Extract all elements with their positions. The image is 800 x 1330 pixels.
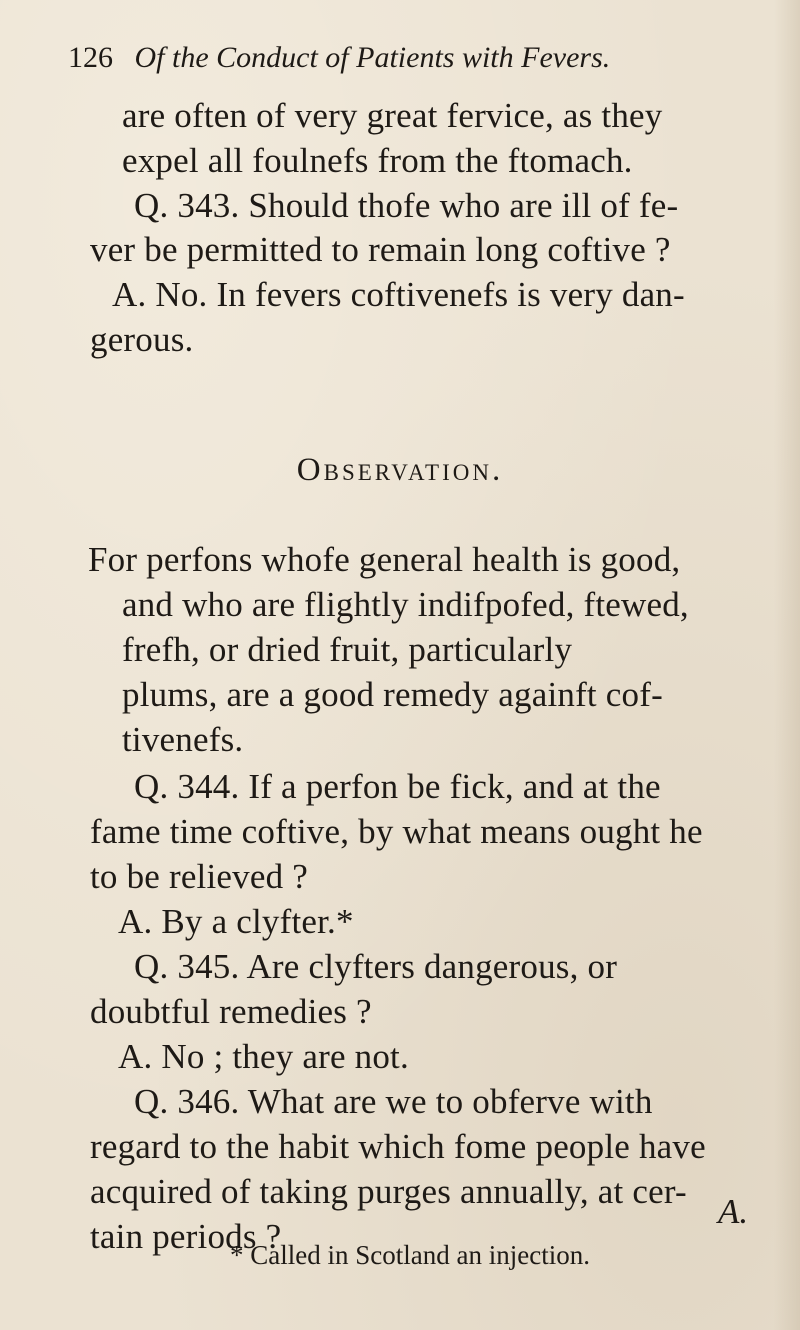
answer-line: A. No ; they are not. xyxy=(118,1037,409,1076)
question-line: Q. 343. Should thofe who are ill of fe- xyxy=(134,186,679,225)
text-line: doubtful remedies ? xyxy=(90,992,372,1031)
text-line: ver be permitted to remain long coftive ? xyxy=(90,230,671,269)
text-line: are often of very great fervice, as they xyxy=(122,96,663,135)
running-header xyxy=(68,40,610,76)
answer-line: A. No. In fevers coftivenefs is very dan- xyxy=(112,275,685,314)
text-line: expel all foulnefs from the ftomach. xyxy=(122,141,633,180)
page-edge-shadow xyxy=(774,0,800,1330)
question-line: Q. 346. What are we to obferve with xyxy=(134,1082,653,1121)
section-heading: Observation. xyxy=(296,452,504,488)
observation-line: frefh, or dried fruit, particularly xyxy=(122,630,573,669)
running-title: Of the Conduct of Patients with Fevers. xyxy=(134,41,611,74)
catchword: A. xyxy=(718,1192,749,1231)
footnote: * Called in Scotland an injection. xyxy=(230,1240,590,1270)
observation-line: and who are flightly indifpofed, ftewed, xyxy=(122,585,689,624)
text-line: acquired of taking purges annually, at cer- xyxy=(90,1172,687,1211)
observation-line: For perfons whofe general health is good, xyxy=(88,540,681,579)
observation-line: tivenefs. xyxy=(122,720,244,759)
page-number: 126 xyxy=(68,41,113,74)
text-line: to be relieved ? xyxy=(90,857,308,896)
text-line: regard to the habit which fome people have xyxy=(90,1127,706,1166)
text-line: gerous. xyxy=(90,320,194,359)
answer-line: A. By a clyfter.* xyxy=(118,902,354,941)
text-line: tain periods ? xyxy=(90,1217,282,1256)
question-line: Q. 344. If a perfon be fick, and at the xyxy=(134,767,661,806)
text-line: fame time coftive, by what means ought he xyxy=(90,812,703,851)
question-line: Q. 345. Are clyfters dangerous, or xyxy=(134,947,618,986)
observation-line: plums, are a good remedy againft cof- xyxy=(122,675,663,714)
